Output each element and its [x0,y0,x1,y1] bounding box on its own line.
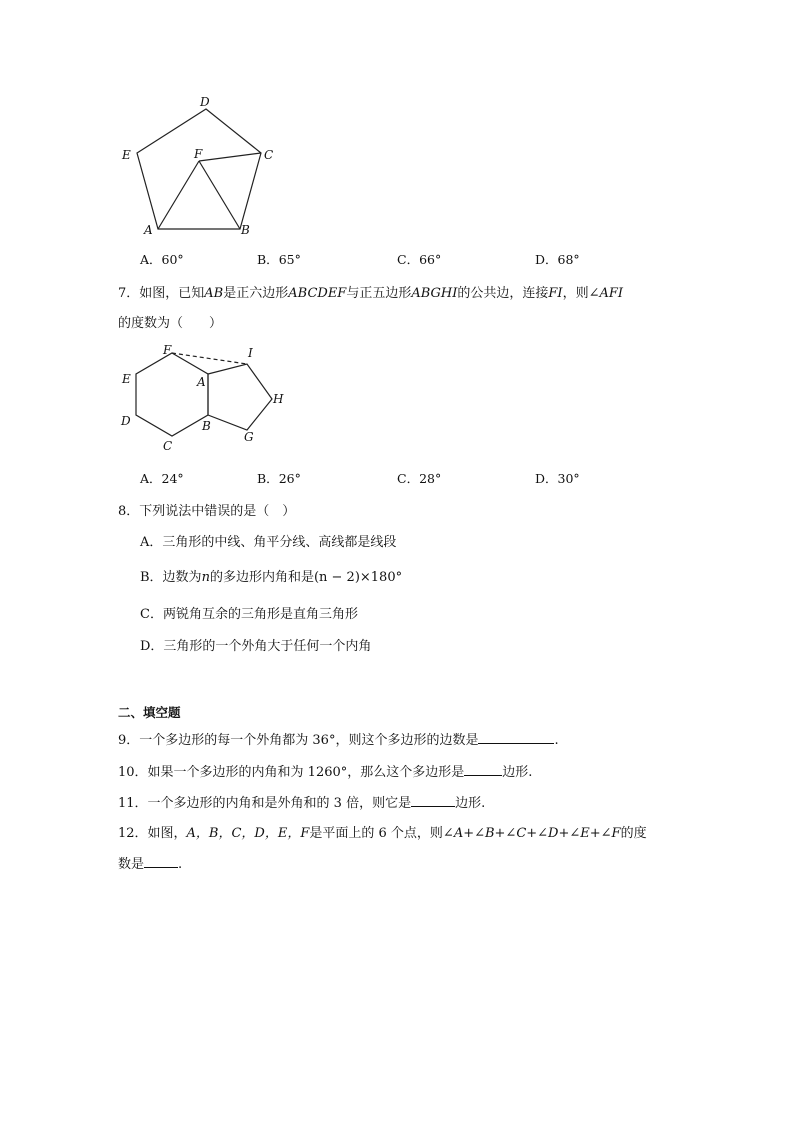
q7-option-c-label: C． [397,471,420,486]
q7-option-b[interactable] [257,469,301,487]
q12-points: A，B，C，D，E，F [186,826,310,841]
q11-answer-blank[interactable] [411,794,455,807]
q6-option-d-value: 68° [557,252,580,267]
q10-end: 边形. [502,765,533,780]
q6-option-a-value: 60° [161,252,184,267]
pentagon-figure [110,95,290,245]
q8-option-d[interactable]: D．三角形的一个外角大于任何一个内角 [140,639,372,654]
q7-segment-ab: AB [204,286,224,301]
label-d: D [200,95,210,109]
q7-option-d-label: D． [535,471,558,486]
q12-text-4: 数是 [118,857,145,872]
q12-answer-blank[interactable] [144,855,178,868]
q6-option-d-label: D． [535,252,558,267]
q7-pentagon-name: ABGHI [411,286,458,301]
q6-option-a[interactable] [140,250,184,268]
label-a: A [144,223,153,237]
q10 [118,761,532,780]
q8-stem: 8．下列说法中错误的是（ ） [118,504,296,519]
q7-hexagon-name: ABCDEF [288,286,347,301]
segment-fc [199,153,261,161]
q6-option-b-label: B． [257,252,279,267]
q10-text: 10．如果一个多边形的内角和为 1260°，那么这个多边形是 [118,765,465,780]
q7-option-a[interactable] [140,469,184,487]
label-a: A [197,375,206,389]
q7-option-c-value: 28° [419,471,442,486]
triangle-side-af [158,161,199,229]
q7-text-1: 如图，已知 [139,286,205,301]
q7-option-d-value: 30° [557,471,580,486]
q9 [118,729,559,748]
q8-option-b-prefix: B．边数为 [140,570,202,585]
q8-option-b-formula: (n − 2)×180° [313,570,403,585]
dashed-segment-fi [172,353,247,364]
label-g: G [244,430,254,444]
q12 [118,822,647,841]
q8-option-b-middle: 的多边形内角和是 [209,570,314,585]
q6-option-b[interactable] [257,250,301,268]
q7-stem-line2: 的度数为（ ） [118,316,223,331]
q9-end: . [554,733,559,748]
q9-answer-blank[interactable] [478,731,554,744]
q7-text-2: 是正六边形 [223,286,289,301]
label-c: C [264,148,274,162]
q6-option-c-label: C． [397,252,420,267]
q7-stem [118,282,623,301]
label-e: E [122,372,131,386]
q7-segment-fi: FI [548,286,563,301]
label-i: I [248,346,253,360]
hexagon-outline [136,353,208,436]
q7-text-4: 的公共边，连接 [457,286,549,301]
pentagon-outline [137,109,261,229]
q7-text-5: ，则 [562,286,589,301]
q6-option-c[interactable] [397,250,441,268]
q10-answer-blank[interactable] [464,763,502,776]
q8-option-a[interactable]: A．三角形的中线、角平分线、高线都是线段 [140,535,397,550]
q7-option-d[interactable] [535,469,580,487]
q7-option-a-value: 24° [161,471,184,486]
q11-end: 边形. [455,796,486,811]
pentagon-outline [208,364,272,430]
q8-option-b[interactable] [140,566,402,585]
q12-text-2: 是平面上的 6 个点，则 [309,826,443,841]
label-d: D [121,414,131,428]
section-fill-in-title: 二、填空题 [118,705,181,720]
q12-text-1: 12．如图， [118,826,187,841]
q12-line2 [118,853,182,872]
q7-number: 7． [118,286,140,301]
q7-text-3: 与正五边形 [346,286,412,301]
q6-option-b-value: 65° [278,252,301,267]
q12-text-3: 的度 [620,826,647,841]
q8-option-b-n: n [201,570,210,585]
q6-option-a-label: A． [140,252,162,267]
label-c: C [163,439,173,453]
hexagon-pentagon-figure [110,340,300,460]
q12-end: . [178,857,183,872]
q7-angle-afi: ∠AFI [588,286,624,301]
label-e: E [122,148,131,162]
label-h: H [273,392,284,406]
label-b: B [202,419,211,433]
q11-text: 11．一个多边形的内角和是外角和的 3 倍，则它是 [118,796,412,811]
label-f: F [194,147,203,161]
q7-option-b-label: B． [257,471,279,486]
q8-option-c[interactable]: C．两锐角互余的三角形是直角三角形 [140,607,358,622]
q11 [118,792,485,811]
q9-text: 9．一个多边形的每一个外角都为 36°，则这个多边形的边数是 [118,733,479,748]
q12-angle-sum: ∠A+∠B+∠C+∠D+∠E+∠F [442,826,621,841]
label-f: F [163,343,172,357]
q6-option-c-value: 66° [419,252,442,267]
triangle-side-fb [199,161,240,229]
q7-option-c[interactable] [397,469,441,487]
q7-option-a-label: A． [140,471,162,486]
label-b: B [241,223,250,237]
q7-option-b-value: 26° [278,471,301,486]
q6-option-d[interactable] [535,250,580,268]
